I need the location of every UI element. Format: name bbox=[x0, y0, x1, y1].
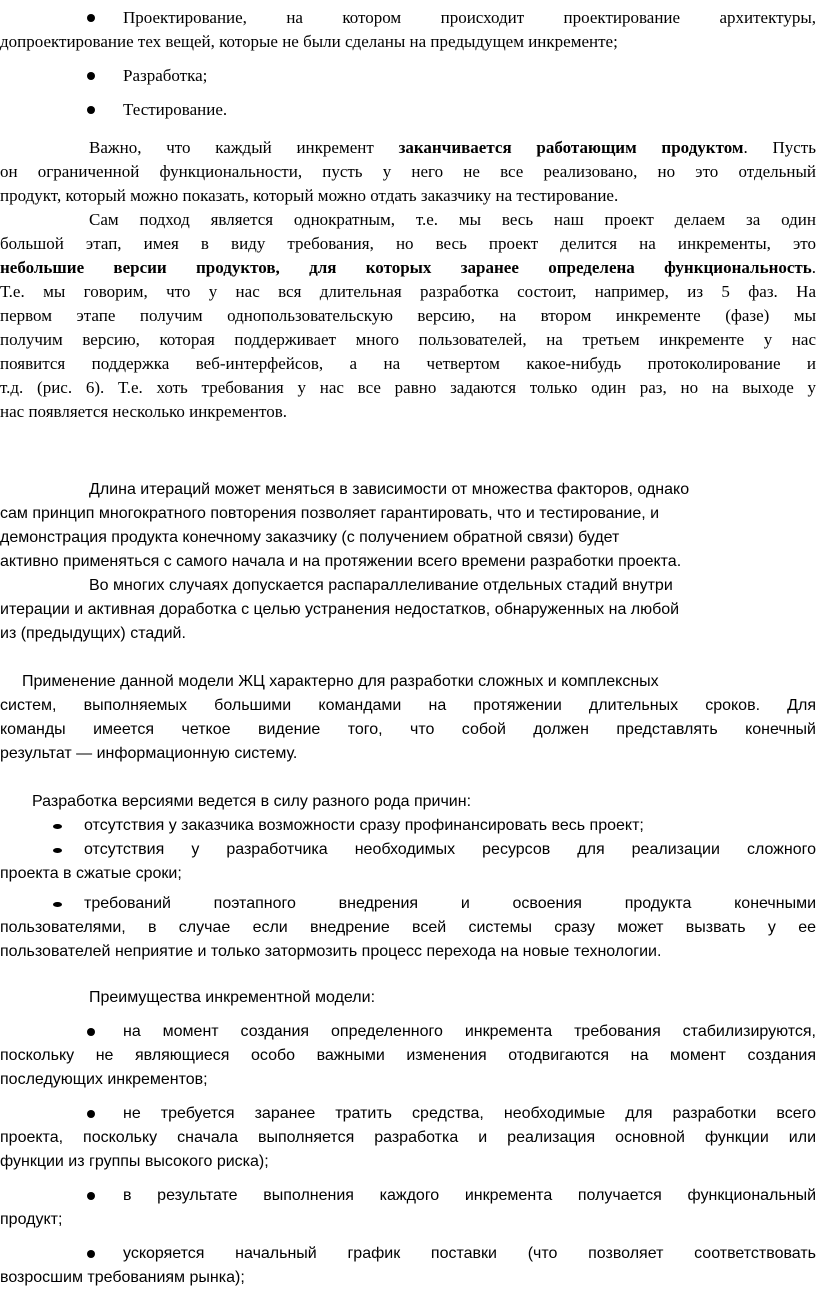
text-run: большой этап, имея в виду требования, но весь проект делится на инкременты, это bbox=[0, 234, 816, 253]
text-run: т.д. (рис. 6). Т.е. хоть требования у нас все равно задаются только один раз, но на выходе у bbox=[0, 378, 816, 397]
list-item-text: продукт; bbox=[0, 1211, 63, 1228]
paragraph-line bbox=[0, 550, 816, 574]
text-run: итерации и активная доработка с целью устранения недостатков, обнаруженных на любой bbox=[0, 601, 680, 618]
list-item bbox=[0, 1102, 816, 1126]
list-item bbox=[0, 6, 816, 30]
text-run: он ограниченной функциональности, пусть у него не все реализовано, но это отдельный bbox=[0, 162, 816, 181]
paragraph-line bbox=[0, 280, 816, 304]
paragraph-line bbox=[0, 160, 816, 184]
list-item-text: не требуется заранее тратить средства, необходимые для разработки всего bbox=[123, 1105, 816, 1122]
list-item-continuation bbox=[0, 1068, 816, 1092]
list-item bbox=[0, 892, 816, 916]
paragraph-line bbox=[0, 502, 816, 526]
text-run: Важно, что каждый инкремент bbox=[89, 138, 399, 157]
paragraph-line bbox=[0, 208, 816, 232]
list-item-continuation bbox=[0, 1150, 816, 1174]
text-run: сам принцип многократного повторения позволяет гарантировать, что и тестирование, и bbox=[0, 505, 660, 522]
paragraph-line bbox=[0, 718, 816, 742]
increment-paragraphs bbox=[0, 136, 816, 424]
list-item-continuation bbox=[0, 1266, 816, 1290]
paragraph-line bbox=[0, 184, 816, 208]
paragraph-line bbox=[0, 304, 816, 328]
paragraph-line bbox=[0, 352, 816, 376]
list-item bbox=[0, 1242, 816, 1266]
list-item bbox=[0, 838, 816, 862]
text-run: Преимущества инкрементной модели: bbox=[89, 989, 376, 1006]
list-item-continuation bbox=[0, 1126, 816, 1150]
text-run: результат — информационную систему. bbox=[0, 745, 298, 762]
list-item-continuation bbox=[0, 940, 816, 964]
phase-list bbox=[0, 6, 816, 122]
list-item bbox=[0, 814, 816, 838]
advantages-list bbox=[0, 986, 816, 1290]
text-run: из (предыдущих) стадий. bbox=[0, 625, 186, 642]
list-item-text: последующих инкрементов; bbox=[0, 1071, 208, 1088]
list-item-text: проекта, поскольку сначала выполняется разработка и реализация основной функции или bbox=[0, 1129, 816, 1146]
list-item-text: на момент создания определенного инкремента требования стабилизируются, bbox=[123, 1023, 816, 1040]
list-item-text: допроектирование тех вещей, которые не были сделаны на предыдущем инкременте; bbox=[0, 32, 618, 51]
paragraph-line bbox=[0, 742, 816, 766]
list-item-text: ускоряется начальный график поставки (что позволяет соответствовать bbox=[123, 1245, 816, 1262]
text-run: демонстрация продукта конечному заказчику (с получением обратной связи) будет bbox=[0, 529, 620, 546]
paragraph-line bbox=[0, 670, 816, 694]
text-run: . bbox=[811, 258, 816, 277]
list-item-text: отсутствия у разработчика необходимых ресурсов для реализации сложного bbox=[84, 841, 816, 858]
paragraph-line bbox=[0, 526, 816, 550]
list-heading bbox=[0, 986, 816, 1010]
list-item-text: пользователями, в случае если внедрение всей системы сразу может вызвать у ее bbox=[0, 919, 816, 936]
list-item-text: поскольку не являющиеся особо важными изменения отодвигаются на момент создания bbox=[0, 1047, 816, 1064]
list-item-text: требований поэтапного внедрения и освоения продукта конечными bbox=[84, 895, 816, 912]
text-run: нас появляется несколько инкрементов. bbox=[0, 402, 287, 421]
paragraph-line bbox=[0, 478, 816, 502]
text-run: Разработка версиями ведется в силу разного рода причин: bbox=[32, 793, 472, 810]
list-item-text: Разработка; bbox=[123, 66, 208, 85]
text-run: продукт, который можно показать, который можно отдать заказчику на тестирование. bbox=[0, 186, 619, 205]
text-run: первом этапе получим однопользовательскую версию, на втором инкременте (фазе) мы bbox=[0, 306, 816, 325]
paragraph-line bbox=[0, 256, 816, 280]
list-item-continuation bbox=[0, 862, 816, 886]
paragraph-line bbox=[0, 400, 816, 424]
paragraph-line bbox=[0, 694, 816, 718]
paragraph-line bbox=[0, 136, 816, 160]
list-item-text: возросшим требованиям рынка); bbox=[0, 1269, 245, 1286]
list-item bbox=[0, 1020, 816, 1044]
text-run: Применение данной модели ЖЦ характерно для разработки сложных и комплексных bbox=[22, 673, 659, 690]
list-item-text: в результате выполнения каждого инкремента получается функциональный bbox=[123, 1187, 816, 1204]
list-item-text: пользователей неприятие и только затормозить процесс перехода на новые технологии. bbox=[0, 943, 662, 960]
paragraph-line bbox=[0, 574, 816, 598]
text-run: команды имеется четкое видение того, что собой должен представлять конечный bbox=[0, 721, 816, 738]
bullet-icon bbox=[53, 902, 62, 907]
text-run: активно применяться с самого начала и на протяжении всего времени разработки проекта. bbox=[0, 553, 682, 570]
bullet-icon bbox=[53, 848, 62, 853]
list-item bbox=[0, 1184, 816, 1208]
bullet-icon bbox=[53, 824, 62, 829]
text-run: Т.е. мы говорим, что у нас вся длительная разработка состоит, например, из 5 фаз. На bbox=[0, 282, 816, 301]
list-item bbox=[0, 98, 816, 122]
list-item-continuation bbox=[0, 1044, 816, 1068]
text-run: появится поддержка веб-интерфейсов, а на четвертом какое-нибудь протоколирование и bbox=[0, 354, 816, 373]
list-item-text: отсутствия у заказчика возможности сразу профинансировать весь проект; bbox=[84, 817, 644, 834]
text-run: Сам подход является однократным, т.е. мы весь наш проект делаем за один bbox=[89, 210, 816, 229]
reasons-list bbox=[0, 790, 816, 964]
list-item-text: Проектирование, на котором происходит проектирование архитектуры, bbox=[123, 8, 816, 27]
text-run: Во многих случаях допускается распараллеливание отдельных стадий внутри bbox=[89, 577, 673, 594]
list-item-continuation bbox=[0, 916, 816, 940]
list-item bbox=[0, 64, 816, 88]
text-run: систем, выполняемых большими командами на протяжении длительных сроков. Для bbox=[0, 697, 816, 714]
list-item-text: проекта в сжатые сроки; bbox=[0, 865, 182, 882]
iteration-paragraphs bbox=[0, 478, 816, 646]
text-run: Длина итераций может меняться в зависимости от множества факторов, однако bbox=[89, 481, 690, 498]
list-item-text: функции из группы высокого риска); bbox=[0, 1153, 269, 1170]
paragraph-line bbox=[0, 598, 816, 622]
list-item-text: Тестирование. bbox=[123, 100, 228, 119]
model-application-paragraph bbox=[0, 670, 816, 766]
text-run: . Пусть bbox=[743, 138, 816, 157]
list-item-continuation bbox=[0, 1208, 816, 1232]
list-heading bbox=[0, 790, 816, 814]
text-run: получим версию, которая поддерживает много пользователей, на третьем инкременте у нас bbox=[0, 330, 816, 349]
paragraph-line bbox=[0, 376, 816, 400]
paragraph-line bbox=[0, 328, 816, 352]
bold-text-run: небольшие версии продуктов, для которых заранее определена функциональность bbox=[0, 258, 812, 277]
bold-text-run: заканчивается работающим продуктом bbox=[398, 138, 744, 157]
list-item-continuation bbox=[0, 30, 816, 54]
paragraph-line bbox=[0, 622, 816, 646]
paragraph-line bbox=[0, 232, 816, 256]
